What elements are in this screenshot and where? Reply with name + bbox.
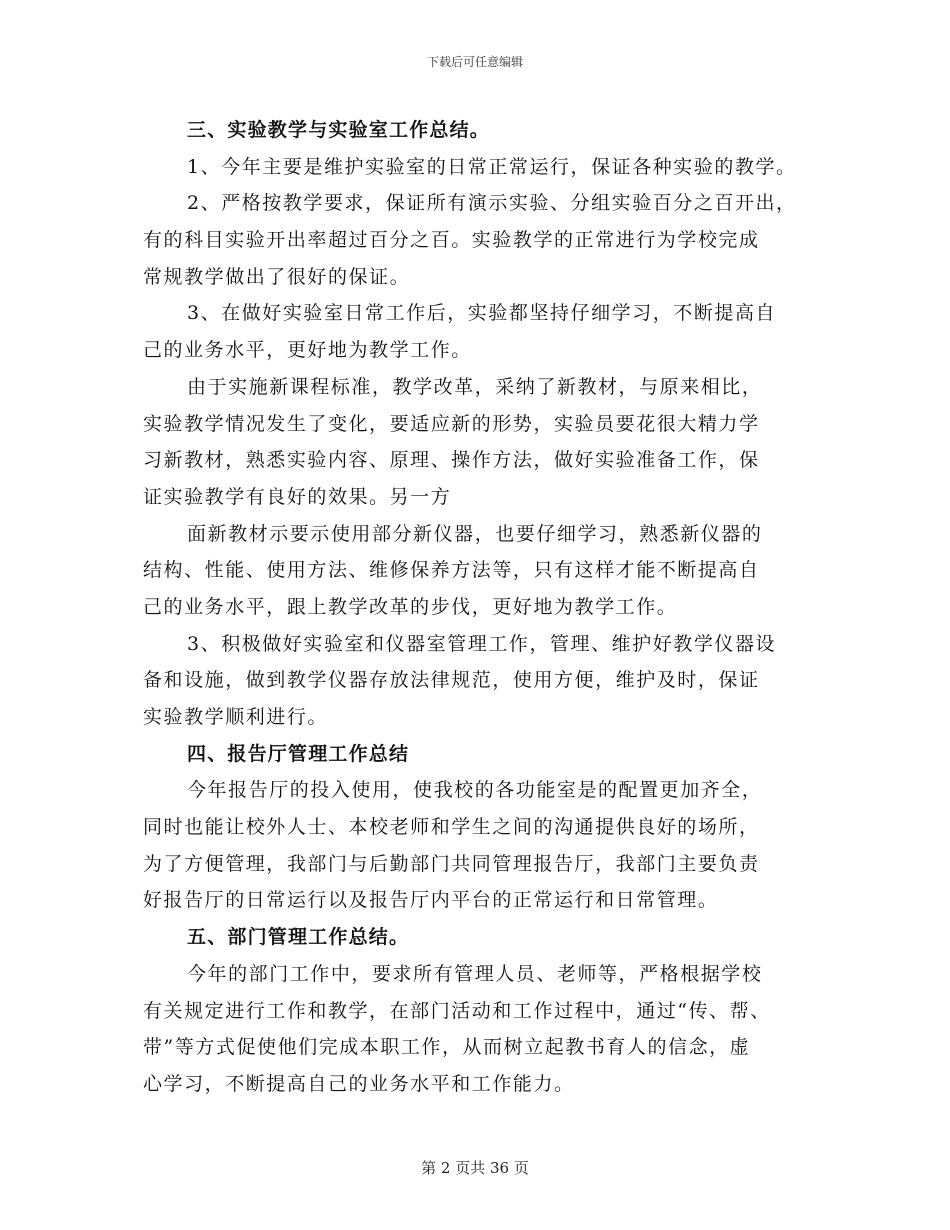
section-heading: 四、报告厅管理工作总结 [187, 742, 410, 765]
paragraph-line: 己的业务水平，跟上教学改革的步伐，更好地为教学工作。 [143, 595, 678, 618]
paragraph-line: 常规教学做出了很好的保证。 [143, 265, 411, 288]
paragraph-line: 有关规定进行工作和教学，在部门活动和工作过程中，通过“传、帮、 [143, 999, 771, 1022]
paragraph-line: 证实验教学有良好的效果。另一方 [143, 485, 452, 508]
page-header: 下载后可任意编辑 [426, 55, 523, 69]
paragraph-line: 同时也能让校外人士、本校老师和学生之间的沟通提供良好的场所， [143, 816, 760, 839]
section-heading: 五、部门管理工作总结。 [187, 926, 410, 949]
document-body [143, 112, 823, 1103]
paragraph-line: 己的业务水平，更好地为教学工作。 [143, 339, 472, 362]
paragraph-line: 心学习，不断提高自己的业务水平和工作能力。 [143, 1072, 575, 1095]
paragraph-line: 1、今年主要是维护实验室的日常正常运行，保证各种实验的教学。 [187, 155, 797, 178]
paragraph-line: 3、积极做好实验室和仪器室管理工作，管理、维护好教学仪器设 [187, 632, 777, 655]
paragraph-line: 由于实施新课程标准，教学改革，采纳了新教材，与原来相比， [187, 375, 763, 398]
page-footer: 第 2 页共 36 页 [421, 1159, 529, 1177]
paragraph-line: 实验教学情况发生了变化，要适应新的形势，实验员要花很大精力学 [143, 412, 760, 435]
paragraph-line: 2、严格按教学要求，保证所有演示实验、分组实验百分之百开出， [187, 192, 797, 215]
paragraph-line: 有的科目实验开出率超过百分之百。实验教学的正常进行为学校完成 [143, 229, 760, 252]
paragraph-line: 3、在做好实验室日常工作后，实验都坚持仔细学习，不断提高自 [187, 302, 777, 325]
paragraph-line: 结构、性能、使用方法、维修保养方法等，只有这样才能不断提高自 [143, 559, 760, 582]
paragraph-line: 实验教学顺利进行。 [143, 706, 328, 728]
paragraph-line: 面新教材示要示使用部分新仪器，也要仔细学习，熟悉新仪器的 [187, 522, 763, 545]
paragraph-line: 今年的部门工作中，要求所有管理人员、老师等，严格根据学校 [187, 962, 763, 985]
paragraph-line: 今年报告厅的投入使用，使我校的各功能室是的配置更加齐全， [187, 779, 763, 802]
paragraph-line: 为了方便管理，我部门与后勤部门共同管理报告厅，我部门主要负责 [143, 852, 760, 875]
paragraph-line: 备和设施，做到教学仪器存放法律规范，使用方便，维护及时，保证 [143, 669, 760, 692]
paragraph-line: 习新教材，熟悉实验内容、原理、操作方法，做好实验准备工作，保 [143, 449, 760, 472]
paragraph-line: 好报告厅的日常运行以及报告厅内平台的正常运行和日常管理。 [143, 889, 719, 912]
section-heading: 三、实验教学与实验室工作总结。 [187, 119, 491, 141]
paragraph-line: 带”等方式促使他们完成本职工作，从而树立起教书育人的信念，虚 [143, 1036, 751, 1059]
